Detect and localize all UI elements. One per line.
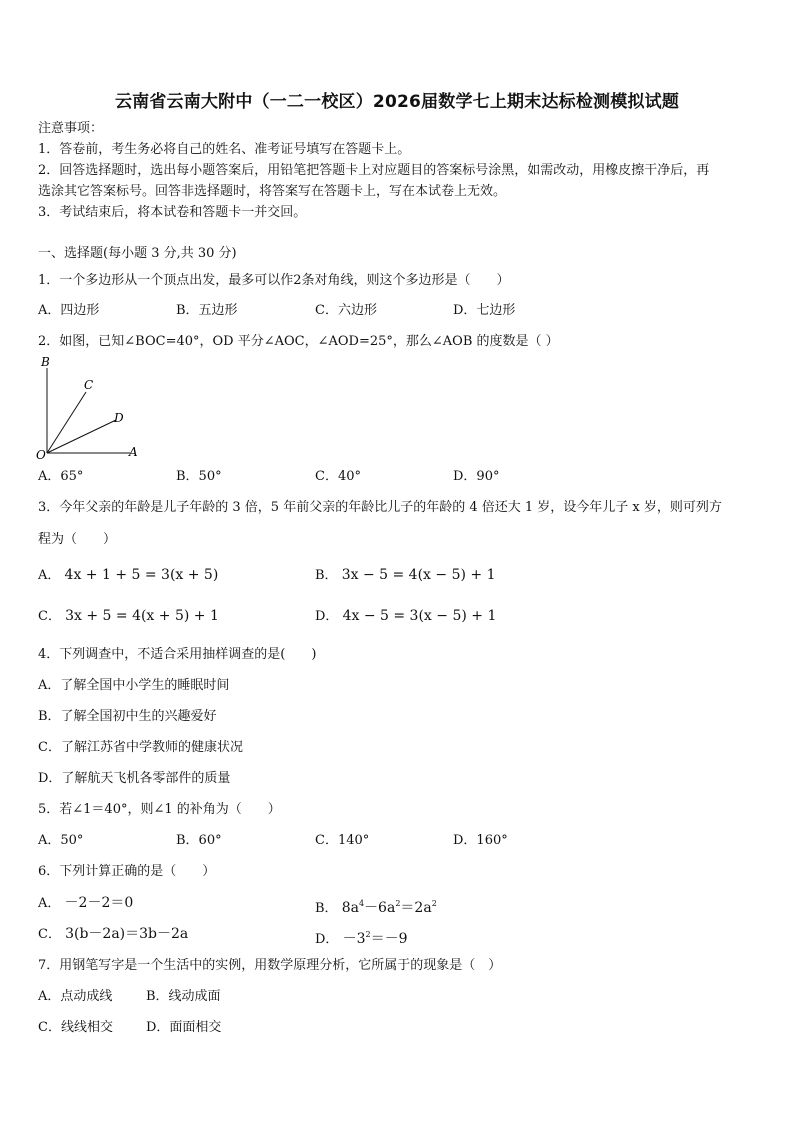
option-label: D． [315,932,339,947]
option-label: B． [315,901,338,916]
q5-option-d: D．160° [453,833,508,848]
expr-term: －6a [364,900,396,916]
notice-item: 3．考试结束后，将本试卷和答题卡一并交回。 [38,205,307,220]
expr-term: －3 [342,931,366,947]
question-2-stem: 2．如图，已知∠BOC=40°，OD 平分∠AOC，∠AOD=25°，那么∠AOB 的度数是（ ） [38,334,559,349]
question-3-stem-cont: 程为（ ） [38,532,117,547]
option-label: A． [38,896,61,911]
expression: －2－2＝0 [64,895,134,911]
question-1-stem: 1．一个多边形从一个顶点出发，最多可以作2条对角线，则这个多边形是（ ） [38,273,510,288]
q3-option-d [315,608,496,625]
q3-option-a [38,567,218,584]
q3-option-c [38,608,219,625]
label-c: C [84,378,94,392]
expression: 3(b－2a)＝3b－2a [65,926,189,942]
equation: 4x − 5 = 3(x − 5) + 1 [342,608,497,624]
notice-item: 1．答卷前，考生务必将自己的姓名、准考证号填写在答题卡上。 [38,142,411,157]
q3-option-b [315,567,495,584]
q4-option-b: B．了解全国初中生的兴趣爱好 [38,709,217,724]
question-6-stem: 6．下列计算正确的是（ ） [38,864,216,879]
q6-option-c [38,926,188,943]
q5-option-b: B．60° [176,833,222,848]
exam-title: 云南省云南大附中（一二一校区）2026届数学七上期末达标检测模拟试题 [114,92,680,112]
notice-item: 2．回答选择题时，选出每小题答案后，用铅笔把答题卡上对应题目的答案标号涂黑，如需改动，用橡皮擦干净后，再 [38,163,710,178]
q6-option-b [315,895,437,917]
label-a: A [129,445,138,459]
angle-figure [30,352,150,464]
option-label: C． [38,609,61,624]
q7-option-a: A．点动成线 [38,989,113,1004]
option-label: D． [315,609,339,624]
q5-option-a: A．50° [38,833,84,848]
q1-option-d: D．七边形 [453,303,516,318]
question-3-stem: 3．今年父亲的年龄是儿子年龄的 3 倍，5 年前父亲的年龄比儿子的年龄的 4 倍还大 1 岁，设今年儿子 x 岁，则可列方 [38,500,722,515]
notice-heading: 注意事项： [38,121,104,136]
q1-option-b: B．五边形 [176,303,238,318]
expr-term: ＝－9 [370,931,408,947]
question-4-stem: 4．下列调查中，不适合采用抽样调查的是( ) [38,647,317,662]
q2-option-d: D．90° [453,469,500,484]
exponent: 2 [395,899,401,908]
exponent: 2 [365,930,371,939]
notice-item: 选涂其它答案标号。回答非选择题时，将答案写在答题卡上，写在本试卷上无效。 [38,184,507,199]
exponent: 4 [358,899,365,908]
q7-option-b: B．线动成面 [146,989,221,1004]
question-5-stem: 5．若∠1＝40°，则∠1 的补角为（ ） [38,802,281,817]
q6-option-a [38,895,133,912]
expression [343,931,408,947]
option-label: A． [38,568,61,583]
q7-option-c: C．线线相交 [38,1020,113,1035]
expression [342,900,437,916]
equation: 4x + 1 + 5 = 3(x + 5) [64,567,219,583]
equation: 3x − 5 = 4(x − 5) + 1 [341,567,496,583]
exponent: 2 [431,899,437,908]
expr-term: 8a [341,900,359,916]
q2-option-c: C．40° [315,469,361,484]
q4-option-c: C．了解江苏省中学教师的健康状况 [38,740,243,755]
question-7-stem: 7．用钢笔写字是一个生活中的实例，用数学原理分析，它所属于的现象是（ ） [38,958,502,973]
label-o: O [36,448,46,462]
q2-option-a: A．65° [38,469,84,484]
label-d: D [114,411,124,425]
q6-option-d [315,926,408,948]
option-label: C． [38,927,61,942]
q1-option-c: C．六边形 [315,303,377,318]
label-b: B [41,355,50,369]
q4-option-d: D．了解航天飞机各零部件的质量 [38,771,231,786]
q1-option-a: A．四边形 [38,303,100,318]
q4-option-a: A．了解全国中小学生的睡眠时间 [38,678,230,693]
expr-term: ＝2a [400,900,432,916]
q2-option-b: B．50° [176,469,222,484]
option-label: B． [315,568,338,583]
section-heading: 一、选择题(每小题 3 分,共 30 分) [38,246,237,261]
q5-option-c: C．140° [315,833,370,848]
q7-option-d: D．面面相交 [146,1020,222,1035]
equation: 3x + 5 = 4(x + 5) + 1 [65,608,219,624]
